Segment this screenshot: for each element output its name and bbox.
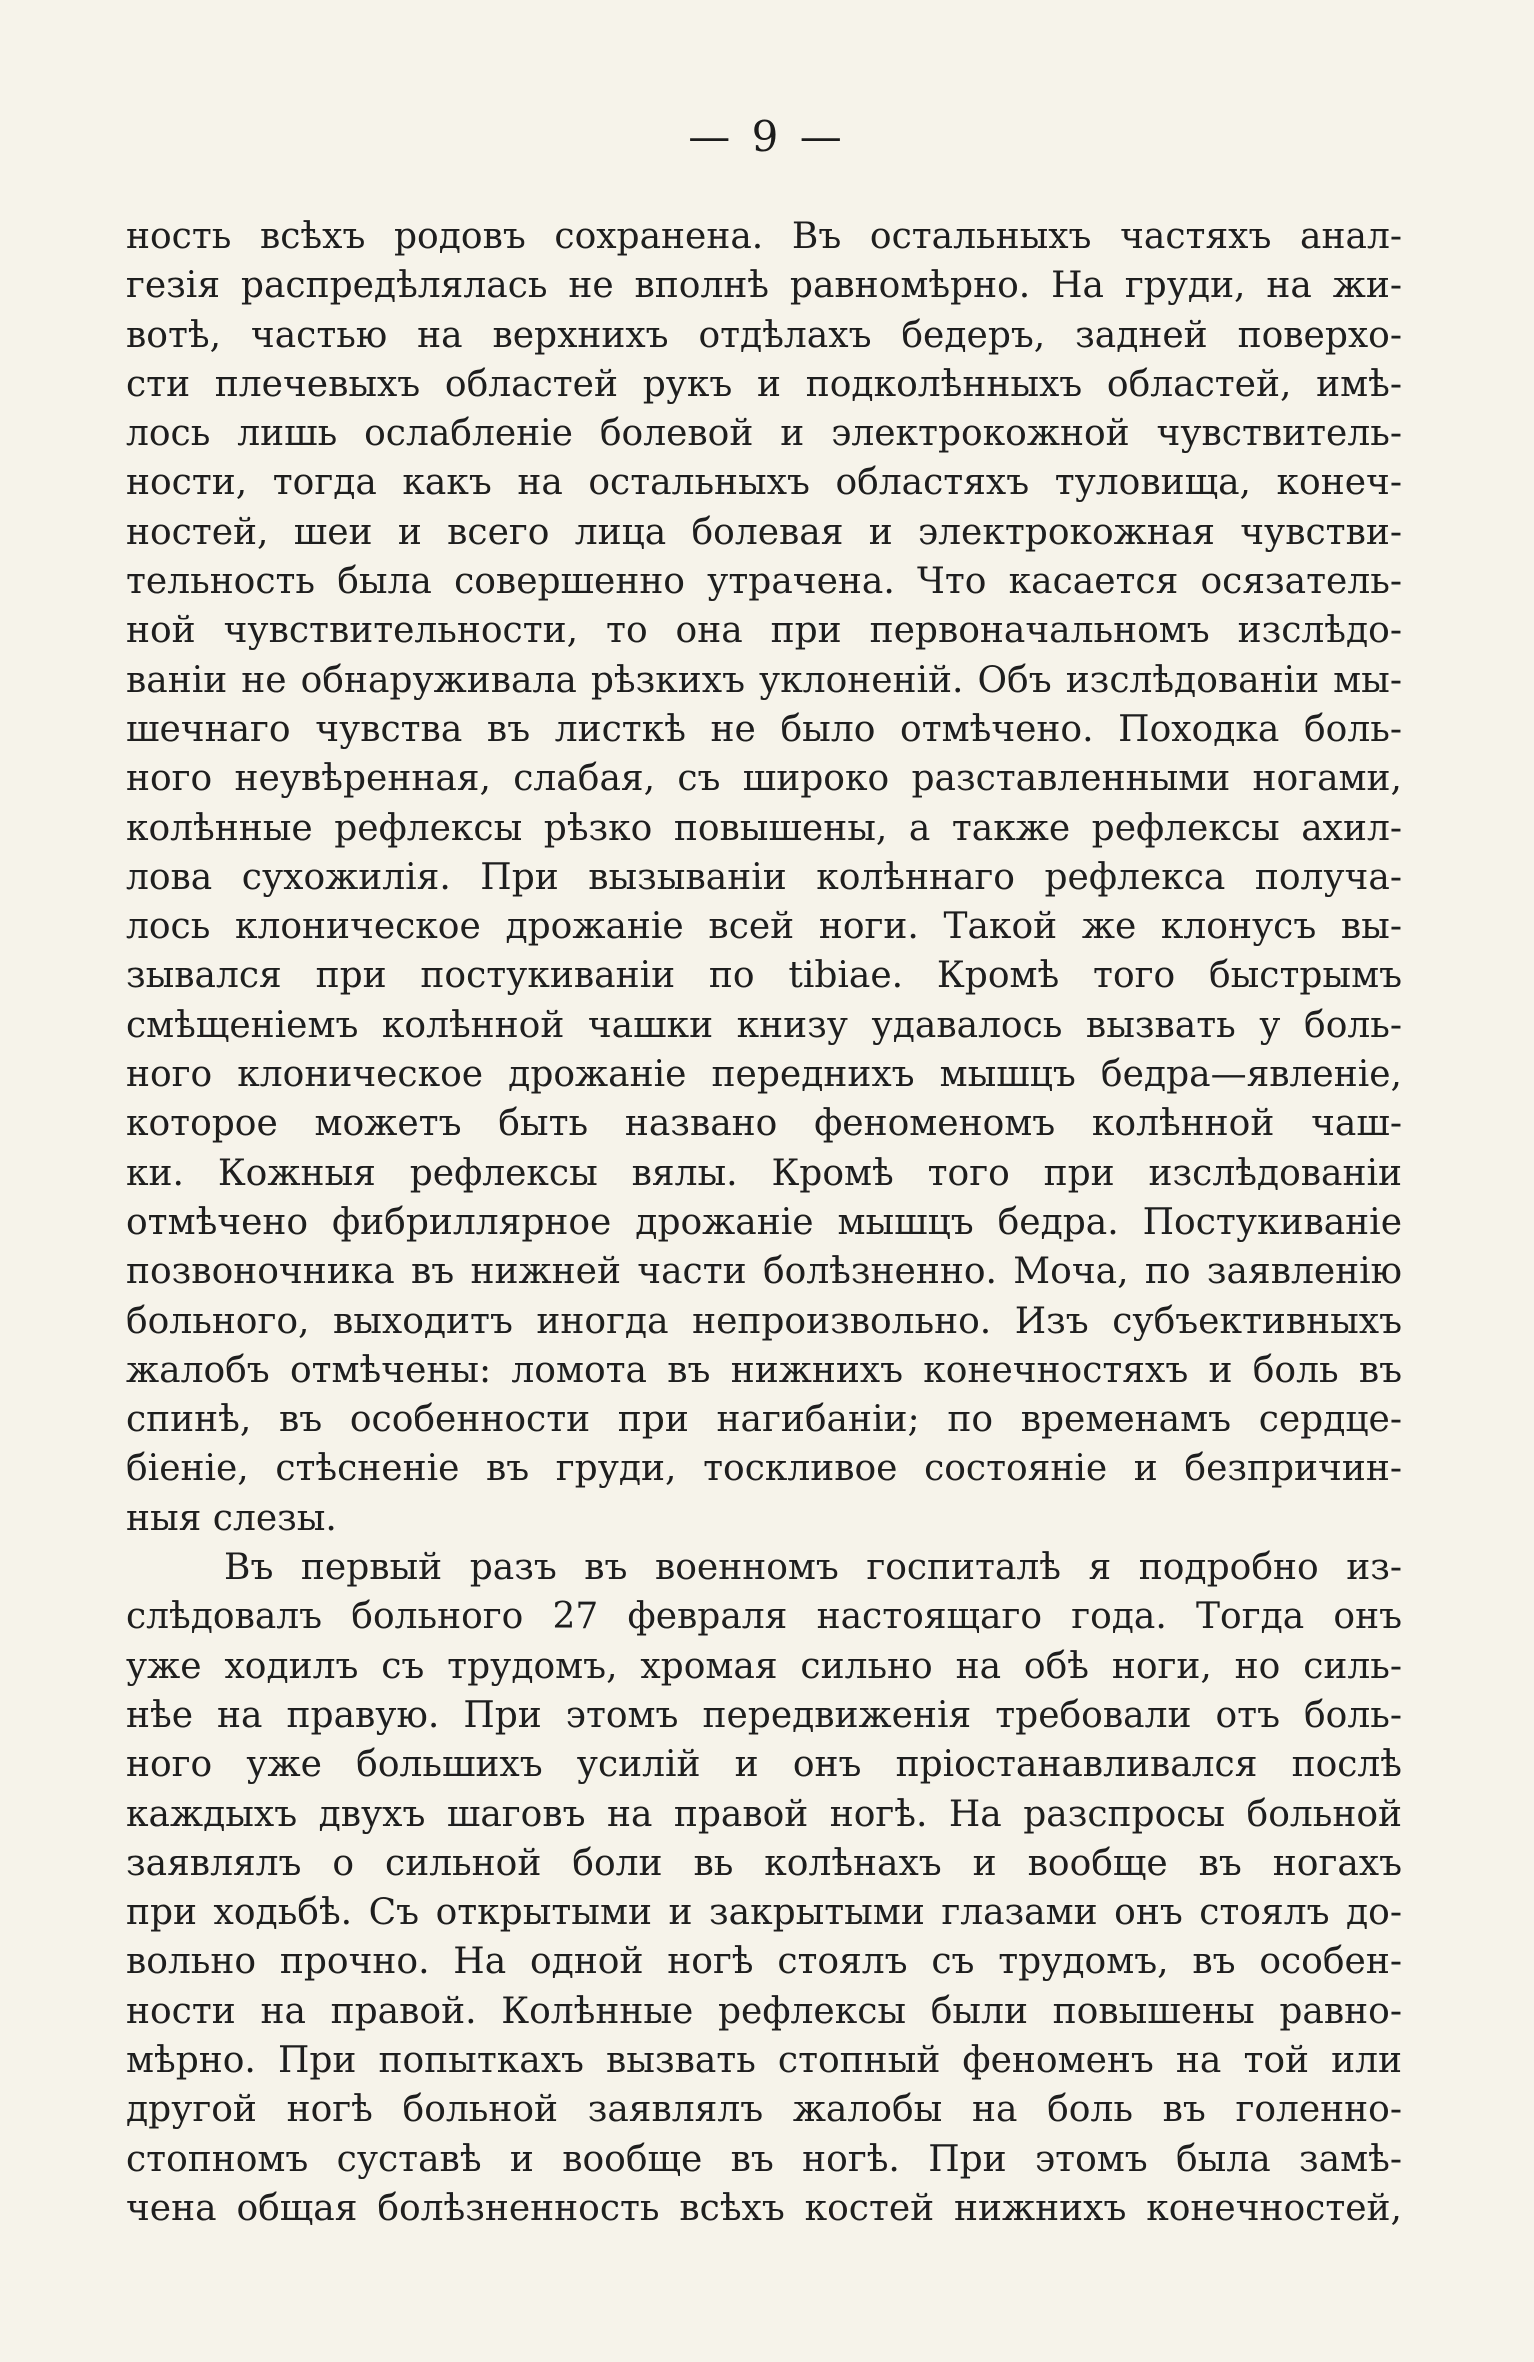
text-line: ности, тогда какъ на остальныхъ областяхъ туловища, конеч-: [126, 462, 1402, 504]
paragraph-start-line: Въ первый разъ въ военномъ госпиталѣ я подробно из-: [224, 1547, 1402, 1589]
text-line: тельность была совершенно утрачена. Что касается осязатель-: [126, 561, 1402, 603]
text-line: нѣе на правую. При этомъ передвиженія требовали отъ боль-: [126, 1694, 1402, 1736]
text-line: позвоночника въ нижней части болѣзненно. Моча, по заявленію: [126, 1251, 1402, 1293]
text-line: ваніи не обнаруживала рѣзкихъ уклоненій. Объ изслѣдованіи мы-: [126, 659, 1402, 701]
text-line: отмѣчено фибриллярное дрожаніе мышцъ бедра. Постукиваніе: [126, 1201, 1402, 1243]
text-line: гезія распредѣлялась не вполнѣ равномѣрно. На груди, на жи-: [126, 265, 1402, 307]
text-line: вольно прочно. На одной ногѣ стоялъ съ трудомъ, въ особен-: [126, 1941, 1402, 1983]
text-line: ной чувствительности, то она при первоначальномъ изслѣдо-: [126, 610, 1402, 652]
text-line: жалобъ отмѣчены: ломота въ нижнихъ конечностяхъ и боль въ: [126, 1349, 1402, 1391]
text-line: шечнаго чувства въ листкѣ не было отмѣчено. Походка боль-: [126, 708, 1402, 750]
text-line: ность всѣхъ родовъ сохранена. Въ остальныхъ частяхъ анал-: [126, 216, 1402, 257]
paragraph-end-line: ныя слезы.: [126, 1497, 337, 1539]
text-line: мѣрно. При попыткахъ вызвать стопный феноменъ на той или: [126, 2039, 1402, 2081]
text-line: слѣдовалъ больного 27 февраля настоящаго года. Тогда онъ: [126, 1596, 1402, 1638]
text-line: чена общая болѣзненность всѣхъ костей нижнихъ конечностей,: [126, 2187, 1402, 2229]
text-line: при ходьбѣ. Съ открытыми и закрытыми глазами онъ стоялъ до-: [126, 1892, 1402, 1934]
text-line: лось лишь ослабленіе болевой и электрокожной чувствитель-: [126, 413, 1402, 455]
text-line: которое можетъ быть названо феноменомъ колѣнной чаш-: [126, 1103, 1402, 1145]
text-line: заявлялъ о сильной боли вь колѣнахъ и вообще въ ногахъ: [126, 1842, 1402, 1884]
text-line: спинѣ, въ особенности при нагибаніи; по временамъ сердце-: [126, 1399, 1402, 1441]
text-line: каждыхъ двухъ шаговъ на правой ногѣ. На разспросы больной: [126, 1793, 1402, 1835]
text-line: ного клоническое дрожаніе переднихъ мышцъ бедра—явленіе,: [126, 1054, 1402, 1096]
page-number: — 9 —: [688, 112, 846, 161]
text-line: сти плечевыхъ областей рукъ и подколѣнныхъ областей, имѣ-: [126, 363, 1402, 405]
text-line: ного неувѣренная, слабая, съ широко разставленными ногами,: [126, 758, 1402, 800]
body-text: [126, 212, 1402, 2233]
text-line: колѣнные рефлексы рѣзко повышены, а также рефлексы ахил-: [126, 807, 1402, 849]
text-line: зывался при постукиваніи по tibiae. Кромѣ того быстрымъ: [126, 955, 1402, 997]
text-line: другой ногѣ больной заявлялъ жалобы на боль въ голенно-: [126, 2089, 1402, 2131]
text-line: уже ходилъ съ трудомъ, хромая сильно на обѣ ноги, но силь-: [126, 1645, 1402, 1687]
text-line: вотѣ, частью на верхнихъ отдѣлахъ бедеръ, задней поверхо-: [126, 314, 1402, 356]
text-line: ки. Кожныя рефлексы вялы. Кромѣ того при изслѣдованіи: [126, 1152, 1402, 1194]
text-line: ности на правой. Колѣнные рефлексы были повышены равно-: [126, 1990, 1402, 2032]
text-line: ностей, шеи и всего лица болевая и электрокожная чувстви-: [126, 511, 1402, 553]
text-line: біеніе, стѣсненіе въ груди, тоскливое состояніе и безпричин-: [126, 1448, 1402, 1490]
text-line: больного, выходитъ иногда непроизвольно. Изъ субъективныхъ: [126, 1300, 1402, 1342]
text-line: смѣщеніемъ колѣнной чашки книзу удавалось вызвать у боль-: [126, 1004, 1402, 1046]
text-line: ного уже большихъ усилій и онъ пріостанавливался послѣ: [126, 1744, 1402, 1786]
text-line: лось клоническое дрожаніе всей ноги. Такой же клонусъ вы-: [126, 906, 1402, 948]
text-line: лова сухожилія. При вызываніи колѣннаго рефлекса получа-: [126, 856, 1402, 898]
text-line: стопномъ суставѣ и вообще въ ногѣ. При этомъ была замѣ-: [126, 2138, 1402, 2180]
